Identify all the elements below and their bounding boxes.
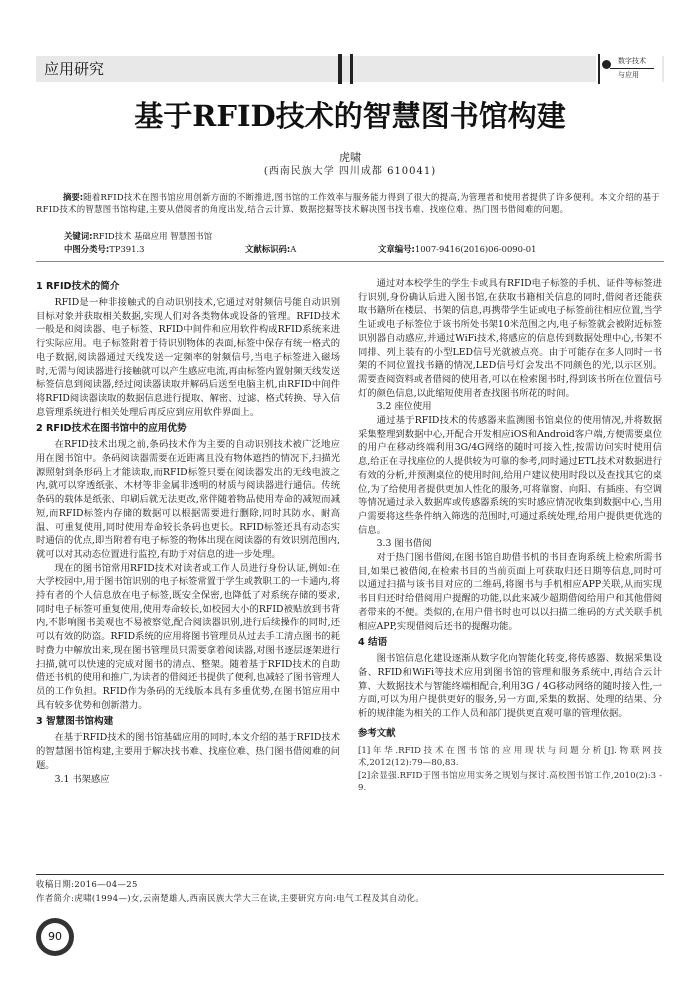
abstract-divider bbox=[36, 261, 664, 262]
page-number-badge bbox=[36, 918, 74, 956]
section-title: 应用研究 bbox=[44, 60, 105, 78]
subsection-heading: 3.3 图书借阅 bbox=[376, 538, 432, 550]
paragraph: 通过对本校学生的学生卡或具有RFID电子标签的手机、证件等标签进行识别,身份确认后进入图书馆,在获取书籍相关信息的同时,借阅者还能获取书籍所在楼层、书架的信息,再携带学生证或电子标签前往相应位置,当学生证或电子标签位于该书所处书架10米范围之内,电子标签就会被附近标签识别器自动感应,并通过WiFi技术,将感应的信息传到数据处理中心,书架不同排、列上装有的小型LED信号光就被点亮。由于可能存在多人同时一书架的不同位置找书籍的情况,LED信号灯会发出不同颜色的光,以示区别。需要查阅资料或者借阅的使用者,可以在检索图书时,得到该书所在位置信号灯的颜色信息,以此缩短使用者查找图书所花的时间。 bbox=[358, 278, 662, 399]
author-bio: 作者简介:虎啸(1994—)女,云南楚雄人,西南民族大学大三在读,主要研究方向:电气工程及其自动化。 bbox=[36, 893, 425, 903]
author: 虎啸 bbox=[339, 151, 361, 164]
journal-badge bbox=[596, 54, 662, 84]
affiliation: (西南民族大学 四川成都 610041) bbox=[263, 166, 437, 177]
paragraph: 现在的图书馆常用RFID技术对读者或工作人员进行身份认证,例如:在大学校园中,用于图书馆识别的电子标签常置于学生或教职工的一卡通内,将持有者的个人信息放在电子标签,既安全保密,也降低了对系统存储的要求,同时电子标签可重复使用,使用寿命较长,如校园大小的RFID被贴放到书背内,不影响图书美观也不易被察觉,配合阅读器识别,进行后续操作的同时,还可以有效的防盗。RFID系统的应用将图书管理员从过去手工清点图书的耗时费力中解放出来,现在图书管理员只需要拿着阅读器,对图书逐层逐架进行扫描,就可以快速的完成对图书的清点、整架。随着基于RFID技术的自助借还书机的使用和推广,为读者的借阅还书提供了便利,也减轻了图书管理人员的工作负担。RFID作为条码的无线版本具有多重优势,在图书馆应用中具有较多优势和创新潜力。 bbox=[36, 562, 340, 711]
subsection-heading: 3.2 座位使用 bbox=[376, 401, 432, 413]
keywords-label: 关键词: bbox=[64, 231, 93, 241]
article-number: 文章编号:1007-9416(2016)06-0090-01 bbox=[378, 244, 537, 254]
section-heading-1: 1 RFID技术的简介 bbox=[36, 281, 120, 292]
paper-title: 基于RFID技术的智慧图书馆构建 bbox=[134, 99, 566, 133]
document-code: 文献标识码:A bbox=[245, 244, 297, 254]
reference-item: [1]年华.RFID技术在图书馆的应用现状与问题分析[J].物联网技术,2012(12):79—80,83. bbox=[358, 745, 662, 768]
right-column bbox=[358, 277, 662, 795]
paragraph: 通过基于RFID技术的传感器来监测图书馆桌位的使用情况,并将数据采集整理到数据中心,开配合开发相应iOS和Android客户端,方便需要桌位的用户在移动终端利用3G/4G网络的随时可接入性,按需访问实时使用信息,给正在寻找座位的人提供较为可靠的参考,同时通过ETL技术对数据进行有效的分析,并预测桌位的使用时间,给用户建议使用时段以及查找其它的桌位,为了给使用者提供更加人性化的服务,可将靠窗、向阳、有插座、有空调等情况通过录入数据库或传感器系统的实时感应情况收集到数据中心,当用户需要将这些条件纳入筛选的范围时,可通过系统处理,给用户提供更优选的信息。 bbox=[358, 415, 662, 536]
section-heading-3: 3 智慧图书馆构建 bbox=[36, 716, 114, 728]
abstract-text: 随着RFID技术在图书馆应用创新方面的不断推进,图书馆的工作效率与服务能力得到了很大的提高,为管理者和使用者提供了许多便利。本文介绍的基于RFID技术的智慧图书馆构建,主要从借阅者的角度出发,结合云计算、数据挖掘等技术解决图书找书难、找座位难、热门图书借阅难的问题。 bbox=[36, 192, 660, 214]
paragraph: 在基于RFID技术的图书馆基础应用的同时,本文介绍的基于RFID技术的智慧图书馆构建,主要用于解决找书难、找座位难、热门图书借阅难的问题。 bbox=[36, 732, 340, 771]
footer-divider bbox=[36, 874, 664, 875]
keywords-text: RFID技术 基础应用 智慧图书馆 bbox=[92, 231, 213, 241]
references-heading: 参考文献 bbox=[358, 727, 396, 739]
paragraph: 对于热门图书借阅,在图书馆自助借书机的书目查询系统上检索所需书目,如果已被借阅,在检索书目的当前页面上可获取归还日期等信息,同时可以通过扫描与该书目对应的二维码,将图书与手机相应APP关联,从而实现书目归还时给借阅用户提醒的功能,以此来减少超期借阅给用户和其他借阅者带来的不便。类似的,在用户借书时也可以以扫描二维码的方式关联手机相应APP,实现借阅后还书的提醒功能。 bbox=[358, 552, 662, 632]
reference-item: [2]余显强.RFID于图书馆应用实务之规划与探讨.高校图书馆工作,2010(2):3 - 9. bbox=[358, 770, 662, 793]
section-heading-2: 2 RFID技术在图书馆中的应用优势 bbox=[36, 423, 187, 435]
received-date: 收稿日期:2016—04—25 bbox=[36, 879, 138, 889]
clc-number: 中图分类号:TP391.3 bbox=[64, 244, 145, 254]
paragraph: RFID是一种非接触式的自动识别技术,它通过对射频信号能自动识别目标对象并获取相关数据,实现人们对各类物体或设备的管理。RFID技术一般是和阅读器、电子标签、RFID中间件和应用软件构成RFID系统来进行实际应用。电子标签附着于待识别物体的表面,标签中保存有统一格式的电子数据,阅读器通过天线发送一定频率的射频信号,当电子标签进入磁场时,无需与阅读器进行接触就可以产生感应电流,再由标签内置射频天线发送标签信息到阅读器,经过阅读器读取并解码后送至电脑主机,由RFID中间件将RFID阅读器读取的数据信息进行提取、解密、过滤、格式转换、导入信息管理系统进行相关处理后再反应到应用软件界面上。 bbox=[36, 297, 340, 418]
paragraph: 在RFID技术出现之前,条码技术作为主要的自动识别技术被广泛地应用在图书馆中。条码阅读器需要在近距离且没有物体遮挡的情况下,扫描光源照射到条形码上才能读取,而RFID标签只要在阅读器发出的无线电波之内,就可以穿透纸张、木材等非金属非透明的材质与阅读器进行通信。传统条码的载体是纸张、印刷后就无法更改,常伴随着物品使用寿命的减短而减短,而RFID标签内存储的数据可以根据需要进行删除,同时其防水、耐高温、可重复使用,同时使用寿命较长条码也更长。RFID标签还具有动态实时通信的优点,即当附着有电子标签的物体出现在阅读器的有效识别范围内,就可以对其动态位置进行监控,有助于对信息的进一步处理。 bbox=[36, 439, 340, 560]
abstract-label: 摘要: bbox=[63, 192, 84, 202]
subsection-heading: 3.1 书架感应 bbox=[54, 773, 110, 785]
header-divider bbox=[338, 54, 342, 84]
badge-line-1: 数字技术 bbox=[618, 57, 646, 65]
paragraph: 图书馆信息化建设逐渐从数字化向智能化转变,将传感器、数据采集设备、RFID和WiFi等技术应用到图书馆的管理和服务系统中,再结合云计算、大数据技术与智能终端相配合,利用3G / 4G移动网络的随时接入性,一方面,可以为用户提供更好的服务,另一方面,采集的数据、处理的结果、分析的规律能为相关的工作人员和部门提供更直观可靠的管理依据。 bbox=[358, 653, 662, 720]
page-number: 90 bbox=[41, 923, 69, 951]
section-heading-4: 4 结语 bbox=[358, 637, 388, 649]
abstract bbox=[36, 192, 660, 215]
header-divider-2 bbox=[350, 54, 353, 84]
left-column bbox=[36, 277, 340, 786]
keywords bbox=[64, 230, 660, 242]
badge-line-2: 与应用 bbox=[618, 71, 639, 79]
